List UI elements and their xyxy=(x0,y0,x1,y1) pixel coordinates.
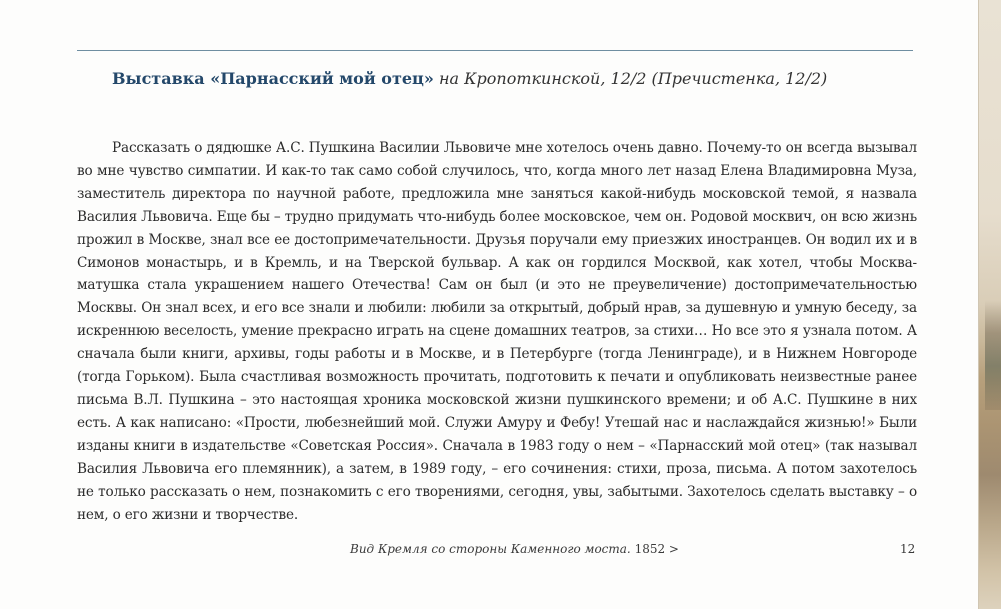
page-number: 12 xyxy=(900,542,916,556)
exhibition-title: Выставка «Парнасский мой отец» xyxy=(112,69,434,88)
caption-title: Вид Кремля со стороны Каменного моста. xyxy=(350,542,631,556)
caption-year: 1852 > xyxy=(634,542,679,556)
illustration-caption xyxy=(350,541,679,557)
adjacent-page-illustration xyxy=(978,0,1001,609)
body-paragraph: Рассказать о дядюшке А.С. Пушкина Василии Львовиче мне хотелось очень давно. Почему-то он всегда вызывал во мне чувство симпатии. И как-то так само собой случилось, что, когда много лет назад Елена Владимировна Муза, заместитель директора по научной работе, предложила мне заняться какой-нибудь московской темой, я назвала Василия Львовича. Еще бы – трудно придумать что-нибудь более московское, чем он. Родовой москвич, он всю жизнь прожил в Москве, знал все ее достопримечательности. Друзья поручали ему приезжих иностранцев. Он водил их и в Симонов монастырь, и в Кремль, и на Тверской бульвар. А как он гордился Москвой, как хотел, чтобы Москва-матушка стала украшением нашего Отечества! Сам он был (и это не преувеличение) достопримечательностью Москвы. Он знал всех, и его все знали и любили: любили за открытый, добрый нрав, за душевную и умную беседу, за искреннюю веселость, умение прекрасно играть на сцене домашних театров, за стихи… Но все это я узнала потом. А сначала были книги, архивы, годы работы и в Москве, и в Петербурге (тогда Ленинграде), и в Нижнем Новгороде (тогда Горьком). Была счастливая возможность прочитать, подготовить к печати и опубликовать неизвестные ранее письма В.Л. Пушкина – это настоящая хроника московской жизни пушкинского времени; и об А.С. Пушкине в них есть. А как написано: «Прости, любезнейший мой. Служи Амуру и Фебу! Утешай нас и наслаждайся жизнью!» Были изданы книги в издательстве «Советская Россия». Сначала в 1983 году о нем – «Парнасский мой отец» (так называл Василия Львовича его племянник), а затем, в 1989 году, – его сочинения: стихи, проза, письма. А потом захотелось не только рассказать о нем, познакомить с его творениями, сегодня, увы, забытыми. Захотелось сделать выставку – о нем, о его жизни и творчестве. xyxy=(77,140,917,523)
illustration-detail xyxy=(985,300,1001,410)
top-divider xyxy=(77,50,913,51)
section-heading xyxy=(112,68,912,90)
exhibition-address: на Кропоткинской, 12/2 (Пречистенка, 12/2) xyxy=(438,69,828,88)
